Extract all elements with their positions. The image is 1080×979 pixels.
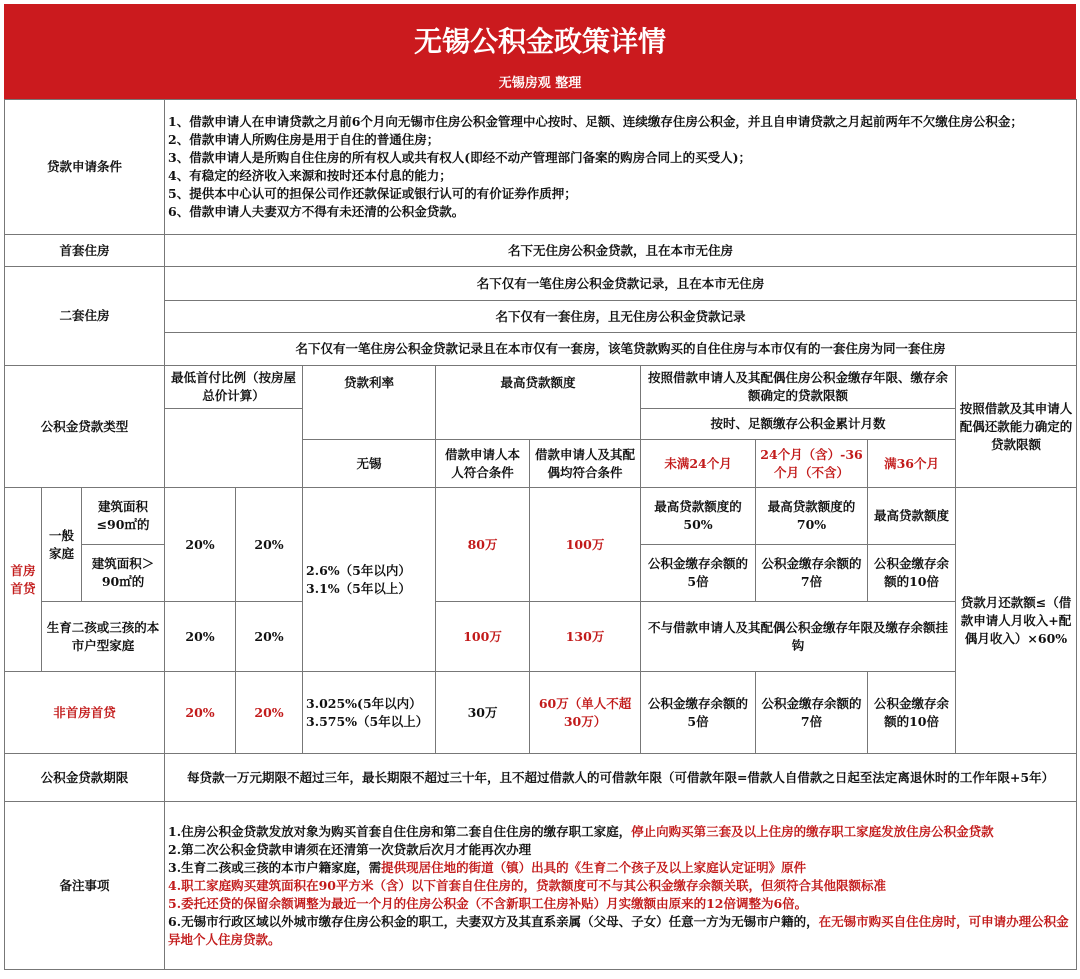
amount-both-nonfirst: 60万（单人不超30万） <box>530 672 641 754</box>
amount-both-general: 100万 <box>530 488 641 602</box>
limit-24-36: 公积金缴存余额的7倍 <box>756 545 868 602</box>
months-under-24: 未满24个月 <box>641 440 756 488</box>
rate-col-wuxi: 无锡 <box>303 440 436 488</box>
note-5: 5.委托还贷的保留余额调整为最近一个月的住房公积金（不含新职工住房补贴）月实缴额由原来的12倍调整为6倍。 <box>168 895 808 911</box>
rate-line: 2.6%（5年以内） <box>306 562 411 578</box>
note-line <box>168 913 1073 949</box>
condition-line: 4、有稳定的经济收入来源和按时还本付息的能力； <box>168 168 452 183</box>
rate-nonfirst <box>303 672 436 754</box>
page-subtitle: 无锡房观 整理 <box>498 76 582 91</box>
limit-header: 按照借款申请人及其配偶住房公积金缴存年限、缴存余额确定的贷款限额 <box>641 366 956 409</box>
note-1b: 停止向购买第三套及以上住房的缴存职工家庭发放住房公积金贷款 <box>631 823 994 839</box>
note-6a: 6.无锡市行政区域以外城市缴存住房公积金的职工，夫妻双方及其直系亲属（父母、子女）任意一方为无锡市户籍的， <box>168 913 819 929</box>
note-line <box>168 859 1073 877</box>
down-jy-nonfirst: 20% <box>236 672 303 754</box>
non-first-loan-label: 非首房首贷 <box>5 672 165 754</box>
note-6b: 在无锡市购买自住住房时，可申请办理公积金异地个人住房贷款。 <box>168 913 1069 947</box>
child-family-label: 生育二孩或三孩的本市户型家庭 <box>42 602 165 672</box>
loan-type-label: 公积金贷款类型 <box>5 366 165 488</box>
condition-line: 2、借款申请人所购住房是用于自住的普通住房； <box>168 132 440 147</box>
repay-limit: 贷款月还款额≤（借款申请人月收入+配偶月收入）×60% <box>956 488 1077 754</box>
notes-label: 备注事项 <box>5 802 165 970</box>
down-jy-child: 20% <box>236 602 303 672</box>
limit-under24: 最高贷款额度的50% <box>641 488 756 545</box>
limit-unlinked: 不与借款申请人及其配偶公积金缴存年限及缴存余额挂钩 <box>641 602 956 672</box>
term-text: 每贷款一万元期限不超过三年，最长期限不超过三十年，且不超过借款人的可借款年限（可借款年限=借款人自借款之日起至法定离退休时的工作年限+5年） <box>165 754 1077 802</box>
area-small-label: 建筑面积≤90㎡的 <box>82 488 165 545</box>
amount-self-child: 100万 <box>436 602 530 672</box>
title-banner <box>4 4 1076 99</box>
rate-header: 贷款利率 <box>303 366 436 440</box>
repay-limit-header: 按照借款及其申请人配偶还款能力确定的贷款限额 <box>956 366 1077 488</box>
rate-line: 3.1%（5年以上） <box>306 580 411 596</box>
months-header: 按时、足额缴存公积金累计月数 <box>641 409 956 440</box>
amount-self-general: 80万 <box>436 488 530 602</box>
limit-under24: 公积金缴存余额的5倍 <box>641 672 756 754</box>
second-home-row: 名下仅有一笔住房公积金贷款记录，且在本市无住房 <box>165 267 1077 301</box>
policy-table <box>4 99 1077 970</box>
limit-24-36: 公积金缴存余额的7倍 <box>756 672 868 754</box>
limit-36plus: 公积金缴存余额的10倍 <box>868 672 956 754</box>
down-wuxi-child: 20% <box>165 602 236 672</box>
months-36-plus: 满36个月 <box>868 440 956 488</box>
note-line <box>168 823 1073 841</box>
amount-both-child: 130万 <box>530 602 641 672</box>
note-3a: 3.生育二孩或三孩的本市户籍家庭，需 <box>168 859 382 875</box>
first-home-label: 首套住房 <box>5 235 165 267</box>
note-1a: 1.住房公积金贷款发放对象为购买首套自住住房和第二套自住住房的缴存职工家庭， <box>168 823 632 839</box>
note-3b: 提供现居住地的街道（镇）出具的《生育二个孩子及以上家庭认定证明》原件 <box>381 859 807 875</box>
down-jy-general: 20% <box>236 488 303 602</box>
condition-line: 1、借款申请人在申请贷款之月前6个月向无锡市住房公积金管理中心按时、足额、连续缴存住房公积金，并且自申请贷款之月起前两年不欠缴住房公积金； <box>168 114 1023 129</box>
term-label: 公积金贷款期限 <box>5 754 165 802</box>
rate-line: 3.575%（5年以上） <box>306 713 429 729</box>
first-home-text: 名下无住房公积金贷款，且在本市无住房 <box>165 235 1077 267</box>
max-amount-header: 最高贷款额度 <box>436 366 641 440</box>
second-home-row: 名下仅有一笔住房公积金贷款记录且在本市仅有一套房，该笔贷款购买的自住住房与本市仅有的一套住房为同一套住房 <box>165 333 1077 366</box>
second-home-row: 名下仅有一套住房，且无住房公积金贷款记录 <box>165 301 1077 333</box>
self-qualified-header: 借款申请人本人符合条件 <box>436 440 530 488</box>
area-large-label: 建筑面积＞90㎡的 <box>82 545 165 602</box>
page-title: 无锡公积金政策详情 <box>413 25 666 58</box>
limit-36plus: 公积金缴存余额的10倍 <box>868 545 956 602</box>
conditions-label: 贷款申请条件 <box>5 100 165 235</box>
rate-line: 3.025%(5年以内） <box>306 695 422 711</box>
limit-24-36: 最高贷款额度的70% <box>756 488 868 545</box>
months-24-36: 24个月（含）-36个月（不含） <box>756 440 868 488</box>
down-payment-header: 最低首付比例（按房屋总价计算） <box>165 366 303 409</box>
second-home-label: 二套住房 <box>5 267 165 366</box>
down-wuxi-general: 20% <box>165 488 236 602</box>
general-family-label: 一般家庭 <box>42 488 82 602</box>
note-2: 2.第二次公积金贷款申请须在还清第一次贷款后次月才能再次办理 <box>168 841 532 857</box>
limit-under24: 公积金缴存余额的5倍 <box>641 545 756 602</box>
condition-line: 6、借款申请人夫妻双方不得有未还清的公积金贷款。 <box>168 204 465 219</box>
amount-self-nonfirst: 30万 <box>436 672 530 754</box>
first-loan-label: 首房首贷 <box>5 488 42 672</box>
both-qualified-header: 借款申请人及其配偶均符合条件 <box>530 440 641 488</box>
limit-36plus: 最高贷款额度 <box>868 488 956 545</box>
down-payment-spacer <box>165 409 303 488</box>
down-wuxi-nonfirst: 20% <box>165 672 236 754</box>
rate-first-loan <box>303 488 436 672</box>
condition-line: 5、提供本中心认可的担保公司作还款保证或银行认可的有价证券作质押； <box>168 186 577 201</box>
conditions-text <box>165 100 1077 235</box>
notes-text <box>165 802 1077 970</box>
note-4: 4.职工家庭购买建筑面积在90平方米（含）以下首套自住住房的，贷款额度可不与其公积金缴存余额关联，但须符合其他限额标准 <box>168 877 886 893</box>
condition-line: 3、借款申请人是所购自住住房的所有权人或共有权人(即经不动产管理部门备案的购房合同上的买受人)； <box>168 150 752 165</box>
